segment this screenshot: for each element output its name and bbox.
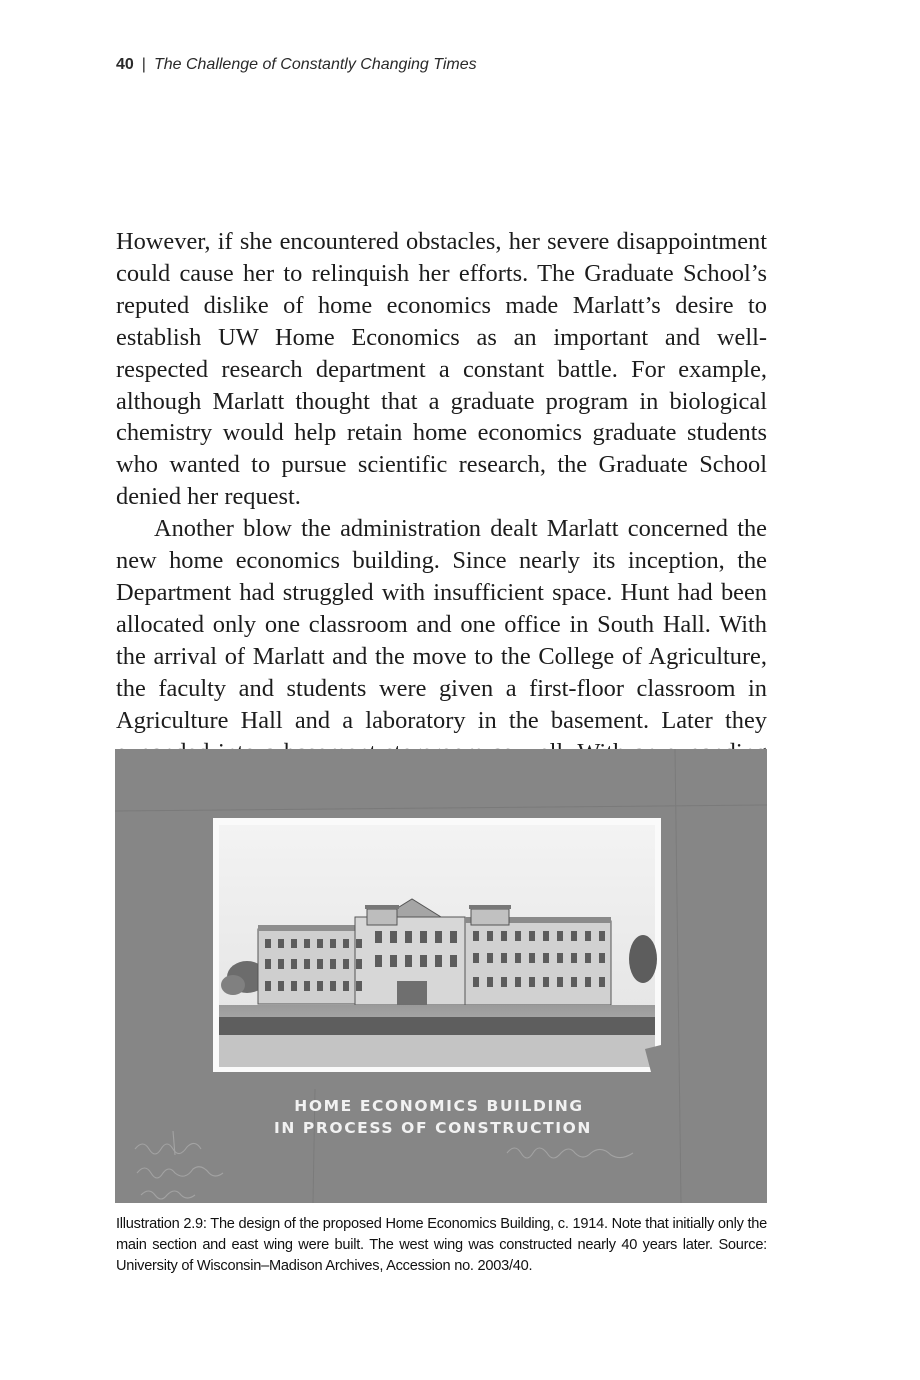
archival-photo-figure: [115, 749, 767, 1203]
page-number: 40: [116, 56, 134, 73]
figure-label-line-2: IN PROCESS OF CONSTRUCTION: [273, 1119, 593, 1137]
building-photograph: [213, 818, 661, 1072]
paragraph-1: However, if she encountered obstacles, her severe disappointment could cause her to relinquish her efforts. The Graduate School’s reputed dislike of home economics made Marlatt’s desire to establish UW Home Economics as an important and well-respected research department a constant battle. For example, although Marlatt thought that a graduate program in biological chemistry would help retain home economics graduate students who wanted to pursue scientific research, the Graduate School denied her request.: [116, 228, 767, 511]
running-head: [116, 56, 477, 74]
figure-caption: Illustration 2.9: The design of the proposed Home Economics Building, c. 1914. Note that initially only the main section and east wing were built. The west wing was constructed nearly 40 years later. Source: University of Wisconsin–Madison Archives, Accession no. 2003/40.: [116, 1216, 767, 1274]
figure-label-line-1: HOME ECONOMICS BUILDING: [294, 1097, 584, 1115]
body-text: [116, 226, 767, 800]
photo-mount: [115, 749, 767, 1203]
running-title: The Challenge of Constantly Changing Times: [153, 56, 477, 73]
paragraph-2: Another blow the administration dealt Marlatt concerned the new home economics building. Since nearly its inception, the Department had struggled with insufficient space. Hunt had been allocated only one classroom and one office in South Hall. With the arrival of Marlatt and the move to the College of Agriculture, the faculty and students were given a first-floor classroom in Agriculture Hall and a laboratory in the basement. Later they: [116, 515, 767, 734]
header-separator: |: [141, 56, 146, 73]
